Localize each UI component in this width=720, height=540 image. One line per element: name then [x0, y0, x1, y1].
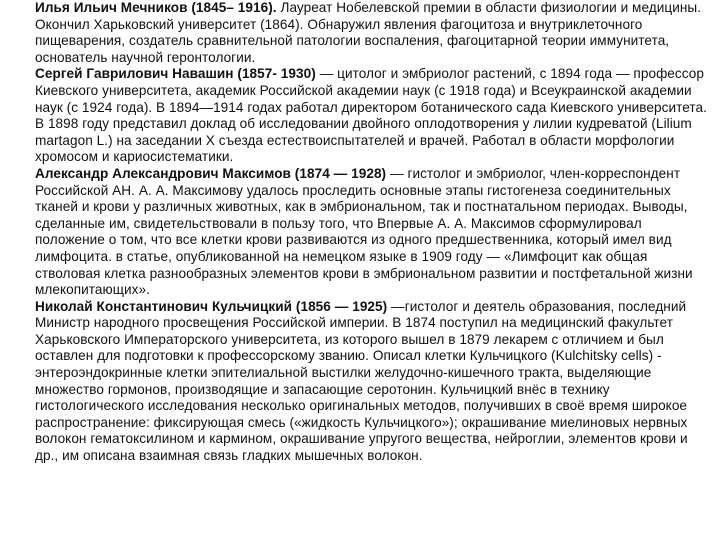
bio-navashin: [35, 66, 713, 166]
bio-dates: (1845– 1916).: [187, 0, 277, 15]
bio-text: Лауреат Нобелевской премии в области физиологии и медицины. Окончил Харьковский университет (1864). Обнаружил явления фагоцитоза и внутриклеточного пищеварения, создатель сравнительной патологии воспаления, фагоцитарной теории иммунитета, основатель научной геронтологии.: [35, 0, 702, 65]
bio-text: — цитолог и эмбриолог растений, с 1894 года — профессор Киевского университета, академик Российской академии наук (с 1918 года) и Всеукраинской академии наук (с 1924 года). В 1894—1914 годах работал директором ботанического сада Киевского университета. В 1898 году представил доклад об исследовании двойного оплодотворения у лилии кудреватой (Lilium martagon L.) на заседании X съезда естествоиспытателей и врачей. Работал в области морфологии хромосом и кариосистематики.: [35, 66, 707, 165]
bio-kulchitsky: [35, 299, 713, 465]
bio-name: Николай Константинович Кульчицкий: [35, 298, 293, 314]
bio-name: Александр Александрович Максимов: [35, 165, 291, 181]
bio-dates: (1857- 1930): [233, 66, 316, 82]
bio-dates: (1856 — 1925): [292, 298, 388, 314]
biographies-text: [35, 0, 713, 465]
bio-mechnikov: [35, 0, 713, 66]
bio-maksimov: [35, 166, 713, 299]
bio-name: Илья Ильич Мечников: [35, 0, 188, 15]
bio-text: — гистолог и эмбриолог, член-корреспондент Российской АН. А. А. Максимову удалось проследить основные этапы гистогенеза соединительных тканей и крови у различных животных, как в эмбриональном, так и постнатальном периодах. Выводы, сделанные им, свидетельствовали в пользу того, что Впервые А. А. Максимов сформулировал положение о том, что все клетки крови развиваются из одного предшественника, который имел вид лимфоцита. в статье, опубликованной на немецком языке в 1909 году — «Лимфоцит как общая стволовая клетка разнообразных элементов крови в эмбриональном развитии и постфетальной жизни млекопитающих».: [35, 165, 693, 298]
bio-dates: (1874 — 1928): [290, 165, 387, 181]
bio-name: Сергей Гаврилович Навашин: [35, 66, 234, 82]
bio-text: —гистолог и деятель образования, последний Министр народного просвещения Российской империи. В 1874 поступил на медицинский факультет Харьковского Императорского университета, из которого вышел в 1879 лекарем с отличием и был оставлен для подготовки к профессорскому званию. Описал клетки Кульчицкого (Kulchitsky cells) - энтероэндокринные клетки эпителиальной выстилки желудочно-кишечного тракта, выделяющие множество гормонов, производящие и запасающие серотонин. Кульчицкий внёс в технику гистологического исследования несколько оригинальных методов, получивших в своё время широкое распространение: фиксирующая смесь («жидкость Кульчицкого»); окрашивание миелиновых нервных волокон гематоксилином и кармином, окрашивание упругого вещества, нейроглии, элементов крови и др., им описана взаимная связь гладких мышечных волокон.: [35, 298, 688, 464]
